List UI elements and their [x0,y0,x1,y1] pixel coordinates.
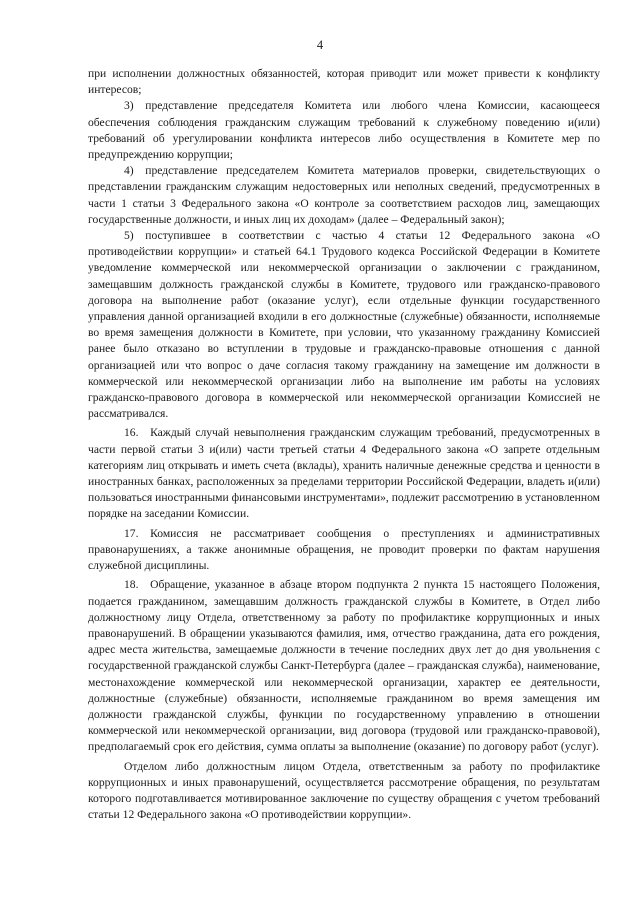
paragraph-review-procedure: Отделом либо должностным лицом Отдела, ответственным за работу по профилактике коррупционных и иных правонарушений, осуществляется рассмотрение обращения, по результатам которого подготавливается мотивированное заключение по существу обращения с учетом требований статьи 12 Федерального закона «О противодействии коррупции». [88,759,600,822]
paragraph-item-4: 4) представление председателем Комитета материалов проверки, свидетельствующих о представлении гражданским служащим недостоверных или неполных сведений, предусмотренных в части 1 статьи 3 Федерального закона «О контроле за соответствием расходов лиц, замещающих государственные должности, и иных лиц их доходам» (далее – Федеральный закон); [88,164,600,226]
document-body [88,66,600,823]
paragraph-continuation: при исполнении должностных обязанностей, которая приводит или может привести к конфликту интересов; [88,67,600,97]
paragraph-item-5: 5) поступившее в соответствии с частью 4 статьи 12 Федерального закона «О противодействии коррупции» и статьей 64.1 Трудового кодекса Российской Федерации в Комитете уведомление коммерческой или некоммерческой организации о заключении с гражданином, замещавшим должность гражданской службы в Комитете, трудового или гражданско-правового договора на выполнение работ (оказание услуг), если отдельные функции государственного управления данной организацией входили в его должностные (служебные) обязанности, исполняемые во время замещения должности в Комитете, при условии, что указанному гражданину Комиссией ранее было отказано во вступлении в трудовые и гражданско-правовые отношения с данной организацией или что вопрос о даче согласия такому гражданину на замещение им должности в коммерческой или некоммерческой организации либо на выполнение им работы на условиях гражданско-правового договора в коммерческой или некоммерческой организации Комиссией не рассматривался. [88,229,600,421]
paragraph-clause-17: 17. Комиссия не рассматривает сообщения о преступлениях и административных правонарушениях, а также анонимные обращения, не проводит проверки по фактам нарушения служебной дисциплины. [88,526,600,573]
paragraph-clause-16: 16. Каждый случай невыполнения гражданским служащим требований, предусмотренных в части первой статьи 3 и(или) части третьей статьи 4 Федерального закона «О запрете отдельным категориям лиц открывать и иметь счета (вклады), хранить наличные денежные средства и ценности в иностранных банках, расположенных за пределами территории Российской Федерации, владеть и(или) пользоваться иностранными финансовыми инструментами», подлежит рассмотрению в установленном порядке на заседании Комиссии. [88,426,600,521]
paragraph-clause-18: 18. Обращение, указанное в абзаце втором подпункта 2 пункта 15 настоящего Положения, подается гражданином, замещавшим должность гражданской службы в Комитете, в Отдел либо должностному лицу Отдела, ответственному за работу по профилактике коррупционных и иных правонарушений. В обращении указываются фамилия, имя, отчество гражданина, дата его рождения, адрес места жительства, замещаемые должности в течение последних двух лет до дня увольнения с государственной гражданской службы Санкт-Петербурга (далее – гражданская служба), наименование, местонахождение коммерческой или некоммерческой организации, характер ее деятельности, должностные (служебные) обязанности, исполняемые гражданином во время замещения им должности гражданской службы, функции по государственному управлению в отношении коммерческой или некоммерческой организации, вид договора (трудовой или гражданско-правовой), предполагаемый срок его действия, сумма оплаты за выполнение (оказание) по договору работ (услуг). [88,578,600,754]
paragraph-item-3: 3) представление председателя Комитета или любого члена Комиссии, касающееся обеспечения соблюдения гражданским служащим требований к служебному поведению и(или) требований об урегулировании конфликта интересов либо осуществления в Комитете мер по предупреждению коррупции; [88,99,600,162]
page-number: 4 [316,38,324,52]
